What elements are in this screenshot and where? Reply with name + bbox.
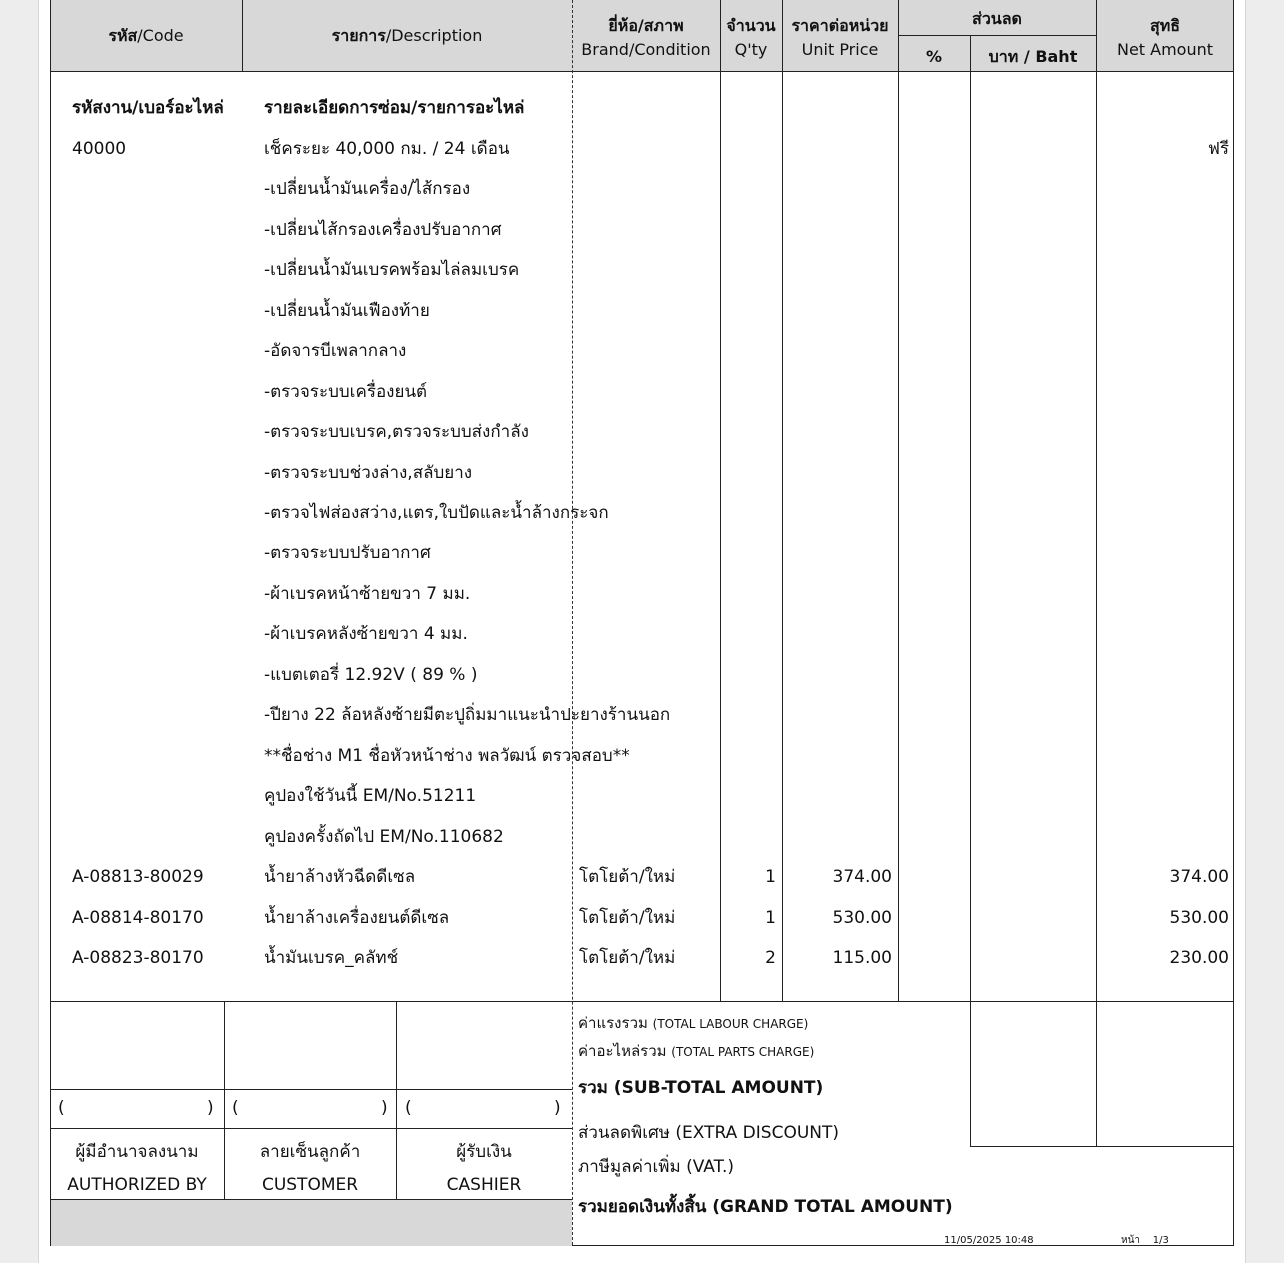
vat-label: ภาษีมูลค่าเพิ่ม (VAT.) bbox=[578, 1157, 735, 1177]
service-detail: -ตรวจระบบช่วงล่าง,สลับยาง bbox=[264, 463, 473, 483]
part-qty: 2 bbox=[765, 948, 776, 968]
service-detail: คูปองครั้งถัดไป EM/No.110682 bbox=[264, 827, 504, 847]
authorized-label-th: ผู้มีอำนาจลงนาม bbox=[75, 1142, 199, 1162]
header-price-th: ราคาต่อหน่วย bbox=[791, 16, 889, 35]
service-detail: -เปลี่ยนน้ำมันเครื่อง/ไส้กรอง bbox=[264, 179, 471, 199]
part-code: A-08823-80170 bbox=[72, 948, 204, 968]
total-parts-label: ค่าอะไหล่รวม (TOTAL PARTS CHARGE) bbox=[578, 1042, 815, 1060]
authorized-label-en: AUTHORIZED BY bbox=[67, 1175, 207, 1195]
part-net: 230.00 bbox=[1169, 948, 1229, 968]
service-code: 40000 bbox=[72, 139, 127, 159]
section-desc-label: รายละเอียดการซ่อม/รายการอะไหล่ bbox=[264, 98, 525, 118]
header-net-th: สุทธิ bbox=[1149, 16, 1181, 35]
part-code: A-08813-80029 bbox=[72, 867, 204, 887]
part-net: 530.00 bbox=[1169, 908, 1229, 928]
service-detail: -เปลี่ยนไส้กรองเครื่องปรับอากาศ bbox=[264, 220, 502, 240]
service-detail: -ตรวจระบบเบรค,ตรวจระบบส่งกำลัง bbox=[264, 422, 529, 442]
page-number: หน้า 1/3 bbox=[1121, 1235, 1169, 1246]
service-detail: **ชื่อช่าง M1 ชื่อหัวหน้าช่าง พลวัฒน์ ตรวจสอบ** bbox=[264, 746, 630, 766]
part-price: 374.00 bbox=[832, 867, 892, 887]
part-brand: โตโยต้า/ใหม่ bbox=[579, 908, 676, 928]
header-qty-en: Q'ty bbox=[734, 40, 768, 59]
part-price: 530.00 bbox=[832, 908, 892, 928]
service-net: ฟรี bbox=[1207, 139, 1229, 159]
part-brand: โตโยต้า/ใหม่ bbox=[579, 867, 676, 887]
extra-discount-label: ส่วนลดพิเศษ (EXTRA DISCOUNT) bbox=[578, 1123, 840, 1143]
part-net: 374.00 bbox=[1169, 867, 1229, 887]
service-detail: -ตรวจระบบปรับอากาศ bbox=[264, 543, 431, 563]
header-qty-th: จำนวน bbox=[726, 16, 776, 35]
header-price-en: Unit Price bbox=[801, 40, 879, 59]
part-brand: โตโยต้า/ใหม่ bbox=[579, 948, 676, 968]
section-code-label: รหัสงาน/เบอร์อะไหล่ bbox=[72, 98, 224, 118]
customer-label-th: ลายเซ็นลูกค้า bbox=[259, 1142, 361, 1162]
service-detail: -ตรวจไฟส่องสว่าง,แตร,ใบปัดและน้ำล้างกระจก bbox=[264, 503, 609, 523]
part-code: A-08814-80170 bbox=[72, 908, 204, 928]
signature-footer-bar bbox=[51, 1199, 572, 1246]
cashier-label-th: ผู้รับเงิน bbox=[456, 1142, 512, 1162]
service-detail: -แบตเตอรี่ 12.92V ( 89 % ) bbox=[264, 665, 478, 685]
header-brand-en: Brand/Condition bbox=[581, 40, 711, 59]
right-margin bbox=[1245, 0, 1284, 1263]
service-detail: -ปียาง 22 ล้อหลังซ้ายมีตะปูถิ่มมาแนะนำปะยางร้านนอก bbox=[264, 705, 671, 725]
header-code: รหัส/Code bbox=[108, 26, 184, 45]
part-qty: 1 bbox=[765, 908, 776, 928]
service-detail: -ผ้าเบรคหลังซ้ายขวา 4 มม. bbox=[264, 624, 468, 644]
part-desc: น้ำยาล้างหัวฉีดดีเซล bbox=[264, 867, 416, 887]
part-qty: 1 bbox=[765, 867, 776, 887]
service-detail: -อัดจารบีเพลากลาง bbox=[264, 341, 407, 361]
service-detail: -เปลี่ยนน้ำมันเบรคพร้อมไล่ลมเบรค bbox=[264, 260, 520, 280]
header-brand-th: ยี่ห้อ/สภาพ bbox=[608, 16, 684, 35]
service-title: เช็คระยะ 40,000 กม. / 24 เดือน bbox=[264, 139, 510, 159]
left-margin bbox=[0, 0, 39, 1263]
total-labour-label: ค่าแรงรวม (TOTAL LABOUR CHARGE) bbox=[578, 1014, 809, 1032]
header-discount-baht: บาท / Baht bbox=[988, 47, 1078, 66]
header-description: รายการ/Description bbox=[331, 26, 483, 45]
grand-total-label: รวมยอดเงินทั้งสิ้น (GRAND TOTAL AMOUNT) bbox=[578, 1197, 953, 1217]
subtotal-label: รวม (SUB-TOTAL AMOUNT) bbox=[578, 1078, 824, 1098]
header-net-en: Net Amount bbox=[1116, 40, 1214, 59]
cashier-label-en: CASHIER bbox=[446, 1175, 522, 1195]
part-price: 115.00 bbox=[832, 948, 892, 968]
part-desc: น้ำมันเบรค_คลัทช์ bbox=[264, 948, 399, 968]
print-timestamp: 11/05/2025 10:48 bbox=[944, 1235, 1034, 1246]
header-discount: ส่วนลด bbox=[972, 9, 1022, 28]
header-discount-pct: % bbox=[925, 47, 943, 66]
service-detail: -เปลี่ยนน้ำมันเฟืองท้าย bbox=[264, 301, 430, 321]
service-detail: -ตรวจระบบเครื่องยนต์ bbox=[264, 382, 428, 402]
invoice-sheet: รหัส/Code รายการ/Description ยี่ห้อ/สภาพ Brand/Condition จำนวน Q'ty ราคาต่อหน่วย Unit Price ส่วนลด % บาท / Baht สุทธิ Net Amount รหัสงาน/เบอร์อะไหล่ รายละเอียดการซ่อม/รายการอะไหล่ 40000 เช็คระยะ 40,000 กม. / 24 เดือน ฟรี -เปลี่ยนน้ำมันเครื่อง/ไส้กรอง -เปลี่ยนไส้กรองเครื่องปรับอากาศ -เปลี่ยนน้ำมันเบรคพร้อมไล่ลมเบรค -เปลี่ยนน้ำมันเฟืองท้าย -อัดจารบีเพลากลาง -ตรวจระบบเครื่องยนต์ -ตรวจระบบเบรค,ตรวจระบบส่งกำลัง -ตรวจระบบช่วงล่าง,สลับยาง -ตรวจไฟส่องสว่าง,แตร,ใบปัดและน้ำล้างกระจก -ตรวจระบบปรับอากาศ -ผ้าเบรคหน้าซ้ายขวา 7 มม. -ผ้าเบรคหลังซ้ายขวา 4 มม. -แบตเตอรี่ 12.92V ( 89 % ) -ปียาง 22 ล้อหลังซ้ายมีตะปูถิ่มมาแนะนำปะยางร้านนอก **ชื่อช่าง M1 ชื่อหัวหน้าช่าง พลวัฒน์ ตรวจสอบ** คูปองใช้วันนี้ EM/No.51211 คูปองครั้งถัดไป EM/No.110682 A-08813-80029 น้ำยาล้างหัวฉีดดีเซล โตโยต้า/ใหม่ 1 374.00 374.00 A-08814-80170 น้ำยาล้างเครื่องยนต์ดีเซล โตโยต้า/ใหม่ 1 530.00 530.00 A-08823-80170 น้ำมันเบรค_คลัทช์ โตโยต้า/ใหม่ 2 115.00 230.00 ( ) ผู้มีอำนาจลงนาม AUTHORIZED BY ( ) ลายเซ็นลูกค้า CUSTOMER ( ) ผู้รับเงิน CASHIER ค่าแรงรวม (TOTAL LABOUR CHARGE) ค่าอะไหล่รวม (TOTAL PARTS CHARGE) รวม (SUB-TOTAL AMOUNT) ส่วนลดพิเศษ (EXTRA DISCOUNT) ภาษีมูลค่าเพิ่ม (VAT.) รวมยอดเงินทั้งสิ้น (GRAND TOTAL AMOUNT) 11/05/2025 10:48 หน้า 1/3 bbox=[50, 0, 1234, 1263]
service-detail: -ผ้าเบรคหน้าซ้ายขวา 7 มม. bbox=[264, 584, 471, 604]
customer-label-en: CUSTOMER bbox=[261, 1175, 359, 1195]
part-desc: น้ำยาล้างเครื่องยนต์ดีเซล bbox=[264, 908, 450, 928]
service-detail: คูปองใช้วันนี้ EM/No.51211 bbox=[264, 786, 477, 806]
